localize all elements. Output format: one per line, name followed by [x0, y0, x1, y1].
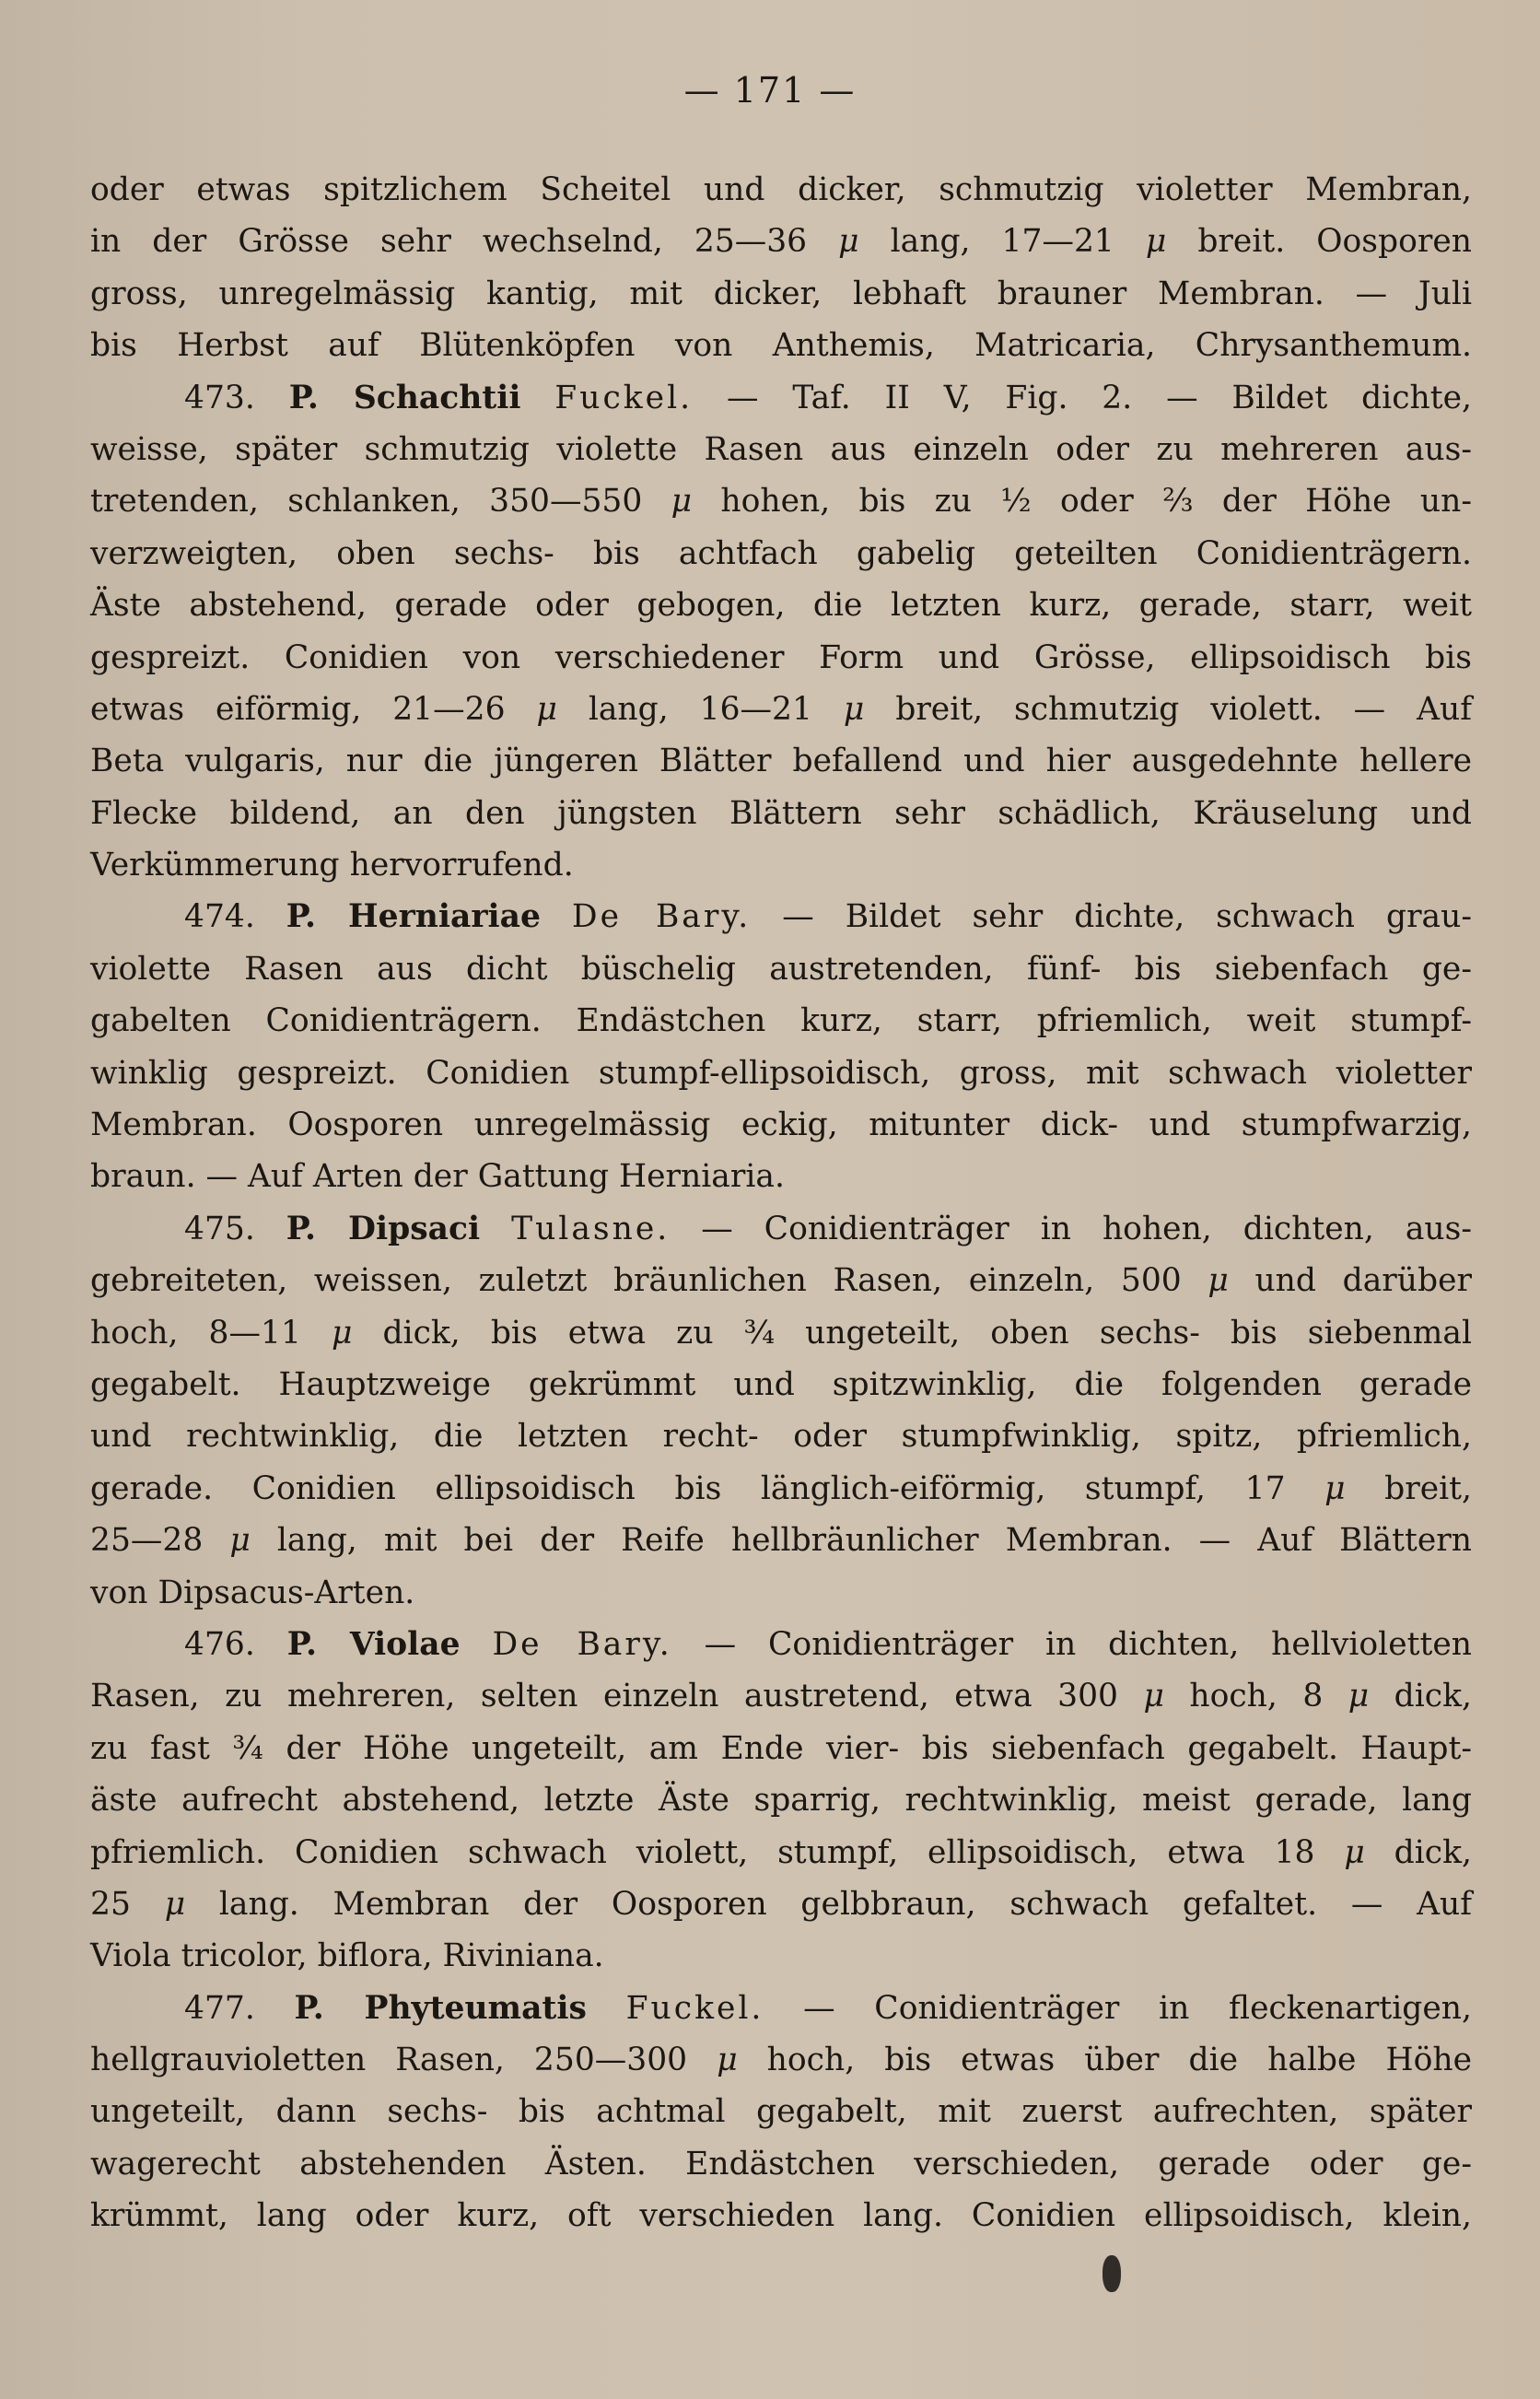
- text-line: [90, 1619, 1472, 1670]
- text-segment: — Conidienträger in fleckenartigen,: [764, 1989, 1472, 2027]
- text-segment: 473.: [184, 379, 289, 416]
- text-line: [90, 372, 1472, 424]
- text-segment: breit, schmutzig violett. — Auf: [864, 690, 1473, 728]
- text-segment: und darüber: [1228, 1262, 1472, 1300]
- text-line: [90, 632, 1472, 684]
- text-segment: lang. Membran der Oosporen gelbbraun, schwach gefaltet. — Auf: [185, 1885, 1472, 1923]
- text-segment: 25—28: [90, 1522, 230, 1560]
- text-line: [90, 684, 1472, 735]
- text-line: [90, 1515, 1472, 1566]
- text-segment: in der Grösse sehr wechselnd, 25—36: [90, 223, 839, 261]
- author-name: Fuckel.: [554, 379, 694, 416]
- text-segment: Äste abstehend, gerade oder gebogen, die letzten kurz, gerade, starr, weit: [90, 587, 1472, 625]
- text-line: [90, 1410, 1472, 1462]
- micron-symbol: μ: [164, 1885, 186, 1923]
- text-line: [90, 1930, 1472, 1982]
- text-segment: — Taf. II V, Fig. 2. — Bildet dichte,: [693, 379, 1472, 416]
- text-line: [90, 2190, 1472, 2241]
- text-line: [90, 1359, 1472, 1410]
- text-segment: gerade. Conidien ellipsoidisch bis länglich-eiförmig, stumpf, 17: [90, 1469, 1325, 1507]
- text-segment: gegabelt. Hauptzweige gekrümmt und spitzwinklig, die folgenden gerade: [90, 1365, 1472, 1403]
- text-line: [90, 528, 1472, 579]
- text-segment: [520, 380, 554, 416]
- micron-symbol: μ: [229, 1522, 251, 1560]
- text-segment: 474.: [184, 898, 286, 936]
- text-segment: weisse, später schmutzig violette Rasen aus einzeln oder zu mehreren aus-: [90, 430, 1472, 468]
- text-segment: [587, 1990, 626, 2027]
- text-segment: gespreizt. Conidien von verschiedener Form und Grösse, ellipsoidisch bis: [90, 638, 1472, 676]
- text-segment: hohen, bis zu ½ oder ⅔ der Höhe un-: [692, 483, 1472, 521]
- text-line: [90, 268, 1472, 320]
- text-line: [90, 2034, 1472, 2086]
- text-segment: gabelten Conidienträgern. Endästchen kurz, starr, pfriemlich, weit stumpf-: [90, 1002, 1472, 1040]
- micron-symbol: μ: [1324, 1469, 1346, 1507]
- text-line: [90, 1670, 1472, 1722]
- text-line: [90, 164, 1472, 216]
- micron-symbol: μ: [536, 690, 557, 728]
- text-line: [90, 1567, 1472, 1619]
- text-segment: breit,: [1345, 1469, 1472, 1507]
- author-name: De Bary.: [492, 1625, 672, 1663]
- text-line: [90, 839, 1472, 891]
- text-segment: lang, mit bei der Reife hellbräunlicher Membran. — Auf Blättern: [250, 1522, 1472, 1560]
- text-segment: hoch, 8—11: [90, 1314, 332, 1352]
- text-segment: — Conidienträger in hohen, dichten, aus-: [670, 1210, 1472, 1247]
- text-segment: dick,: [1369, 1678, 1472, 1715]
- text-segment: Beta vulgaris, nur die jüngeren Blätter befallend und hier ausgedehnte hellere: [90, 743, 1472, 780]
- micron-symbol: μ: [717, 2042, 738, 2079]
- text-segment: [461, 1626, 493, 1663]
- author-name: De Bary.: [571, 898, 752, 936]
- micron-symbol: μ: [1344, 1833, 1365, 1871]
- text-segment: hoch, 8: [1163, 1678, 1348, 1715]
- text-segment: — Conidienträger in dichten, hellvioletten: [671, 1625, 1472, 1663]
- text-line: [90, 320, 1472, 371]
- text-segment: winklig gespreizt. Conidien stumpf-ellipsoidisch, gross, mit schwach violetter: [90, 1054, 1472, 1092]
- species-name: P. Dipsaci: [286, 1210, 481, 1247]
- text-line: [90, 943, 1472, 995]
- text-segment: hoch, bis etwas über die halbe Höhe: [737, 2042, 1472, 2079]
- text-segment: dick, bis etwa zu ¾ ungeteilt, oben sechs- bis siebenmal: [352, 1314, 1472, 1352]
- author-name: Fuckel.: [625, 1989, 764, 2027]
- micron-symbol: μ: [1143, 1678, 1164, 1715]
- text-line: [90, 1047, 1472, 1099]
- micron-symbol: μ: [843, 690, 865, 728]
- text-line: [90, 1723, 1472, 1774]
- text-line: [90, 1983, 1472, 2034]
- text-segment: dick,: [1364, 1833, 1472, 1871]
- text-segment: Membran. Oosporen unregelmässig eckig, mitunter dick- und stumpfwarzig,: [90, 1106, 1472, 1144]
- text-segment: braun. — Auf Arten der Gattung Herniaria.: [90, 1158, 785, 1196]
- text-segment: bis Herbst auf Blütenköpfen von Anthemis, Matricaria, Chrysanthemum.: [90, 327, 1472, 365]
- text-line: [90, 579, 1472, 631]
- text-line: [90, 735, 1472, 787]
- text-line: [90, 788, 1472, 839]
- text-segment: lang, 17—21: [858, 223, 1146, 261]
- text-line: [90, 216, 1472, 267]
- text-segment: und rechtwinklig, die letzten recht- oder stumpfwinklig, spitz, pfriemlich,: [90, 1418, 1472, 1456]
- text-line: [90, 1151, 1472, 1202]
- text-segment: breit. Oosporen: [1166, 223, 1472, 261]
- text-segment: Rasen, zu mehreren, selten einzeln austretend, etwa 300: [90, 1678, 1144, 1715]
- text-segment: gebreiteten, weissen, zuletzt bräunlichen Rasen, einzeln, 500: [90, 1262, 1208, 1300]
- text-segment: tretenden, schlanken, 350—550: [90, 483, 671, 521]
- micron-symbol: μ: [671, 483, 693, 521]
- page-number: — 171 —: [683, 70, 857, 111]
- text-line: [90, 1203, 1472, 1255]
- text-segment: — Bildet sehr dichte, schwach grau-: [751, 898, 1473, 936]
- text-segment: etwas eiförmig, 21—26: [90, 690, 537, 728]
- micron-symbol: μ: [331, 1314, 353, 1352]
- species-name: P. Phyteumatis: [294, 1989, 587, 2027]
- text-line: [90, 2138, 1472, 2190]
- text-line: [90, 2086, 1472, 2137]
- micron-symbol: μ: [838, 223, 859, 261]
- text-segment: oder etwas spitzlichem Scheitel und dicker, schmutzig violetter Membran,: [90, 171, 1472, 208]
- micron-symbol: μ: [1208, 1262, 1229, 1300]
- micron-symbol: μ: [1348, 1678, 1370, 1715]
- text-segment: von Dipsacus-Arten.: [90, 1574, 415, 1611]
- text-segment: hellgrauvioletten Rasen, 250—300: [90, 2042, 718, 2079]
- text-line: [90, 1774, 1472, 1826]
- text-segment: 477.: [184, 1989, 295, 2027]
- text-segment: verzweigten, oben sechs- bis achtfach gabelig geteilten Conidienträgern.: [90, 534, 1472, 572]
- ink-smudge: [1102, 2255, 1121, 2292]
- text-segment: pfriemlich. Conidien schwach violett, stumpf, ellipsoidisch, etwa 18: [90, 1833, 1345, 1871]
- text-line: [90, 995, 1472, 1047]
- species-name: P. Violae: [286, 1625, 461, 1663]
- text-segment: [480, 1211, 511, 1247]
- author-name: Tulasne.: [511, 1210, 671, 1247]
- text-segment: ungeteilt, dann sechs- bis achtmal gegabelt, mit zuerst aufrechten, später: [90, 2093, 1472, 2131]
- species-name: P. Schachtii: [288, 379, 521, 416]
- text-line: [90, 1255, 1472, 1306]
- text-line: [90, 1878, 1472, 1930]
- body-text: [90, 164, 1472, 2242]
- text-line: [90, 424, 1472, 475]
- text-segment: zu fast ¾ der Höhe ungeteilt, am Ende vier- bis siebenfach gegabelt. Haupt-: [90, 1729, 1472, 1767]
- text-segment: lang, 16—21: [556, 690, 844, 728]
- text-segment: 476.: [184, 1625, 287, 1663]
- text-segment: Verkümmerung hervorrufend.: [90, 847, 574, 884]
- text-line: [90, 891, 1472, 942]
- text-segment: 25: [90, 1885, 165, 1923]
- text-line: [90, 1099, 1472, 1151]
- text-segment: gross, unregelmässig kantig, mit dicker, lebhaft brauner Membran. — Juli: [90, 275, 1472, 312]
- text-line: [90, 1463, 1472, 1515]
- text-line: [90, 1827, 1472, 1878]
- text-segment: 475.: [184, 1210, 286, 1247]
- text-segment: Flecke bildend, an den jüngsten Blättern sehr schädlich, Kräuselung und: [90, 794, 1472, 832]
- text-segment: violette Rasen aus dicht büschelig austretenden, fünf- bis siebenfach ge-: [90, 950, 1472, 988]
- text-line: [90, 1307, 1472, 1359]
- text-segment: wagerecht abstehenden Ästen. Endästchen verschieden, gerade oder ge-: [90, 2145, 1472, 2183]
- species-name: P. Herniariae: [286, 898, 541, 936]
- text-segment: krümmt, lang oder kurz, oft verschieden lang. Conidien ellipsoidisch, klein,: [90, 2197, 1472, 2235]
- micron-symbol: μ: [1145, 223, 1167, 261]
- text-segment: äste aufrecht abstehend, letzte Äste sparrig, rechtwinklig, meist gerade, lang: [90, 1782, 1472, 1820]
- text-segment: [541, 898, 572, 935]
- text-line: [90, 475, 1472, 527]
- text-segment: Viola tricolor, biflora, Riviniana.: [90, 1937, 604, 1975]
